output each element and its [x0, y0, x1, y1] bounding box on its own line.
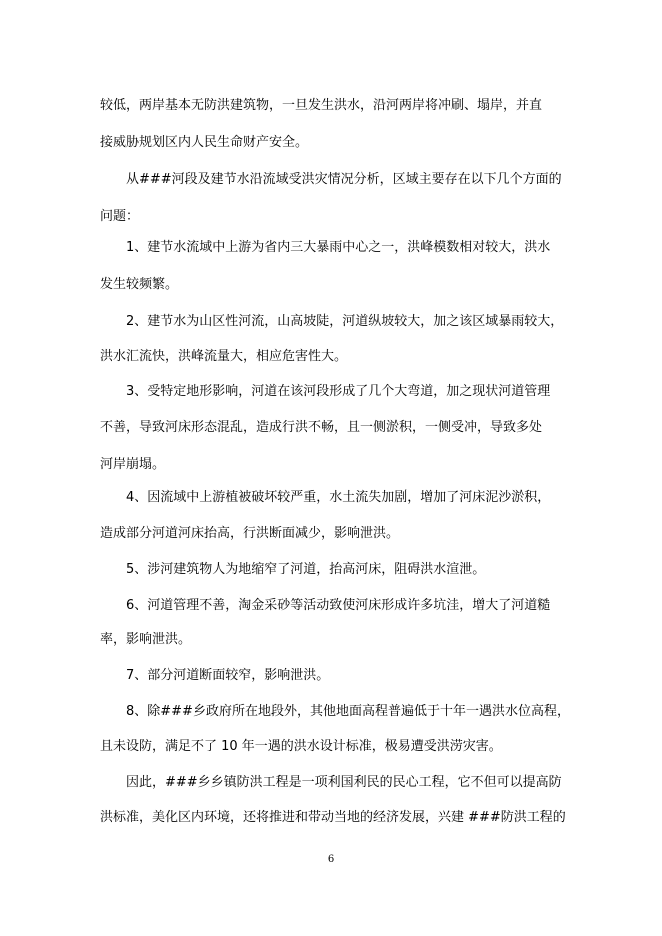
list-item-line: 6、河道管理不善，淘金采砂等活动致使河床形成许多坑洼，增大了河道糙 — [126, 598, 551, 613]
list-item-line: 1、建节水流域中上游为省内三大暴雨中心之一，洪峰模数相对较大，洪水 — [126, 240, 551, 255]
paragraph-line: 洪标准，美化区内环境，还将推进和带动当地的经济发展，兴建 ###防洪工程的 — [100, 810, 566, 825]
paragraph-line: 较低，两岸基本无防洪建筑物，一旦发生洪水，沿河两岸将冲刷、塌岸，并直 — [100, 98, 543, 113]
list-item-line: 4、因流域中上游植被破坏较严重，水土流失加剧，增加了河床泥沙淤积， — [126, 490, 551, 505]
list-item-line: 5、涉河建筑物人为地缩窄了河道，抬高河床，阻碍洪水渲泄。 — [126, 562, 486, 577]
list-item-line: 率，影响泄洪。 — [100, 632, 192, 647]
list-item-line: 8、除###乡政府所在地段外，其他地面高程普遍低于十年一遇洪水位高程， — [126, 704, 570, 719]
list-item-line: 发生较频繁。 — [100, 277, 179, 292]
list-item-line: 且未设防，满足不了 10 年一遇的洪水设计标准，极易遭受洪涝灾害。 — [100, 739, 502, 754]
list-item-line: 不善，导致河床形态混乱，造成行洪不畅，且一侧淤积，一侧受冲，导致多处 — [100, 420, 543, 435]
list-item-line: 洪水汇流快，洪峰流量大，相应危害性大。 — [100, 349, 348, 364]
list-item-line: 河岸崩塌。 — [100, 457, 166, 472]
list-item-line: 3、受特定地形影响，河道在该河段形成了几个大弯道，加之现状河道管理 — [126, 384, 551, 399]
list-item-line: 7、部分河道断面较窄，影响泄洪。 — [126, 668, 330, 683]
list-item-line: 造成部分河道河床抬高，行洪断面减少，影响泄洪。 — [100, 526, 400, 541]
page-number: 6 — [327, 854, 335, 865]
paragraph-line: 接威胁规划区内人民生命财产安全。 — [100, 135, 309, 150]
paragraph-line: 因此，###乡乡镇防洪工程是一项利国利民的民心工程，它不但可以提高防 — [126, 775, 562, 790]
list-item-line: 2、建节水为山区性河流，山高坡陡，河道纵坡较大，加之该区域暴雨较大， — [126, 314, 564, 329]
paragraph-line: 问题： — [100, 209, 140, 224]
paragraph-line: 从###河段及建节水沿流域受洪灾情况分析，区域主要存在以下几个方面的 — [126, 172, 562, 187]
